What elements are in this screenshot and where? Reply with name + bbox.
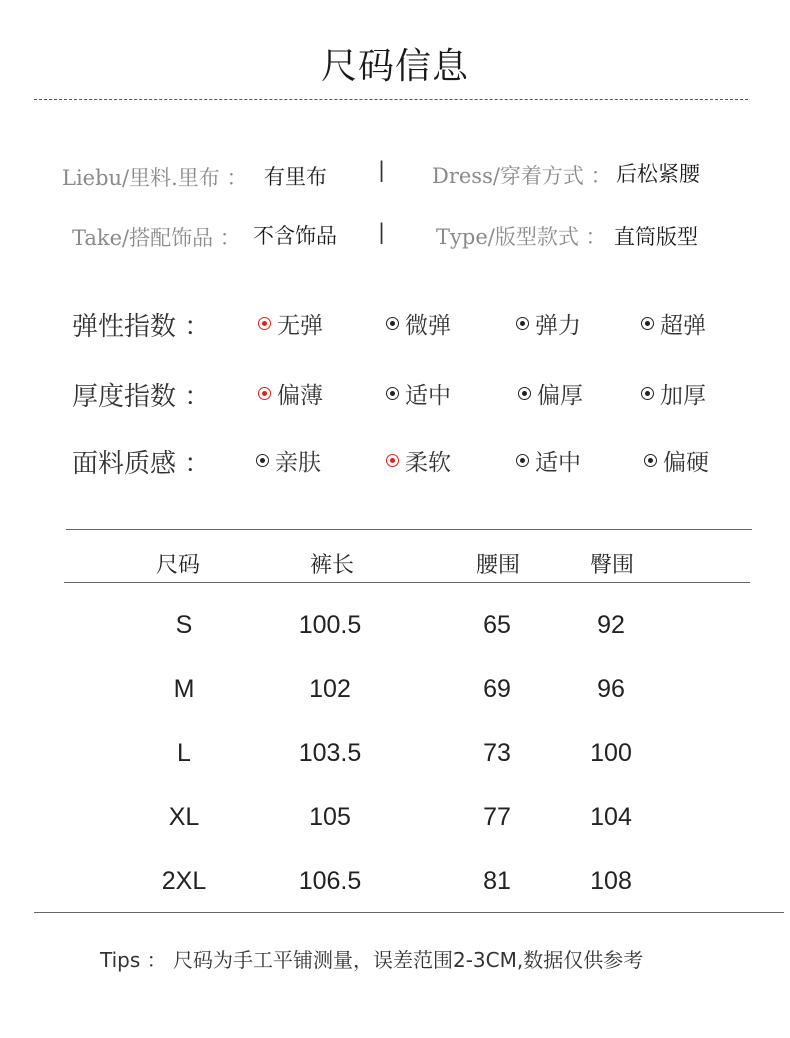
dress-label: Dress/穿着方式 ： [432, 164, 612, 188]
dashed-divider [34, 99, 748, 100]
elasticity-option: 超弹 [641, 307, 706, 340]
dress-value: 后松紧腰 [616, 162, 700, 186]
radio-icon [386, 387, 399, 400]
texture-option: 亲肤 [256, 444, 321, 477]
take-value: 不含饰品 [253, 224, 337, 248]
page-title: 尺码信息 [320, 46, 469, 87]
texture-option: 偏硬 [644, 444, 709, 477]
cell-waist: 77 [483, 803, 511, 831]
radio-icon [386, 317, 399, 330]
elasticity-option: 无弹 [258, 307, 323, 340]
thickness-option: 适中 [386, 377, 451, 410]
radio-icon [644, 454, 657, 467]
cell-size: XL [168, 803, 200, 831]
cell-hip: 92 [597, 611, 625, 639]
radio-icon [516, 317, 529, 330]
elasticity-option: 微弹 [386, 307, 451, 340]
radio-icon [641, 387, 654, 400]
cell-waist: 65 [483, 611, 511, 639]
cell-length: 106.5 [298, 867, 362, 895]
take-label: Take/搭配饰品 ： [72, 226, 241, 250]
texture-label: 面料质感 ： [72, 449, 211, 479]
thickness-option: 加厚 [641, 377, 706, 410]
cell-hip: 108 [590, 867, 632, 895]
elasticity-label: 弹性指数 ： [72, 312, 211, 342]
cell-waist: 69 [483, 675, 511, 703]
attr-separator: | [378, 220, 386, 244]
cell-size: 2XL [161, 867, 207, 895]
cell-length: 103.5 [298, 739, 362, 767]
cell-length: 105 [309, 803, 351, 831]
header-hip: 臀围 [589, 553, 634, 578]
radio-icon [518, 387, 531, 400]
type-value: 直筒版型 [614, 225, 698, 249]
table-top-border [66, 529, 752, 530]
radio-selected-icon [258, 387, 271, 400]
attr-separator: | [378, 158, 386, 182]
cell-hip: 104 [590, 803, 632, 831]
cell-waist: 73 [483, 739, 511, 767]
radio-icon [641, 317, 654, 330]
table-bottom-border [34, 912, 784, 913]
radio-icon [516, 454, 529, 467]
elasticity-option: 弹力 [516, 307, 581, 340]
thickness-option: 偏薄 [258, 377, 323, 410]
cell-length: 102 [309, 675, 351, 703]
thickness-option: 偏厚 [518, 377, 583, 410]
header-waist: 腰围 [475, 553, 520, 578]
texture-option: 适中 [516, 444, 581, 477]
cell-size: L [177, 739, 191, 767]
cell-hip: 96 [597, 675, 625, 703]
lining-value: 有里布 [264, 165, 327, 189]
lining-label: Liebu/里料.里布 ： [62, 166, 248, 190]
cell-size: S [175, 611, 193, 639]
cell-hip: 100 [590, 739, 632, 767]
header-length: 裤长 [309, 553, 354, 578]
thickness-label: 厚度指数 ： [72, 382, 211, 412]
type-label: Type/版型款式 ： [436, 225, 607, 249]
table-header-border [64, 582, 750, 583]
tips-note: Tips ： 尺码为手工平铺测量，误差范围2-3CM,数据仅供参考 [100, 948, 644, 972]
radio-selected-icon [386, 454, 399, 467]
radio-icon [256, 454, 269, 467]
header-size: 尺码 [155, 553, 200, 578]
texture-option: 柔软 [386, 444, 451, 477]
radio-selected-icon [258, 317, 271, 330]
cell-length: 100.5 [298, 611, 362, 639]
cell-size: M [173, 675, 195, 703]
cell-waist: 81 [483, 867, 511, 895]
